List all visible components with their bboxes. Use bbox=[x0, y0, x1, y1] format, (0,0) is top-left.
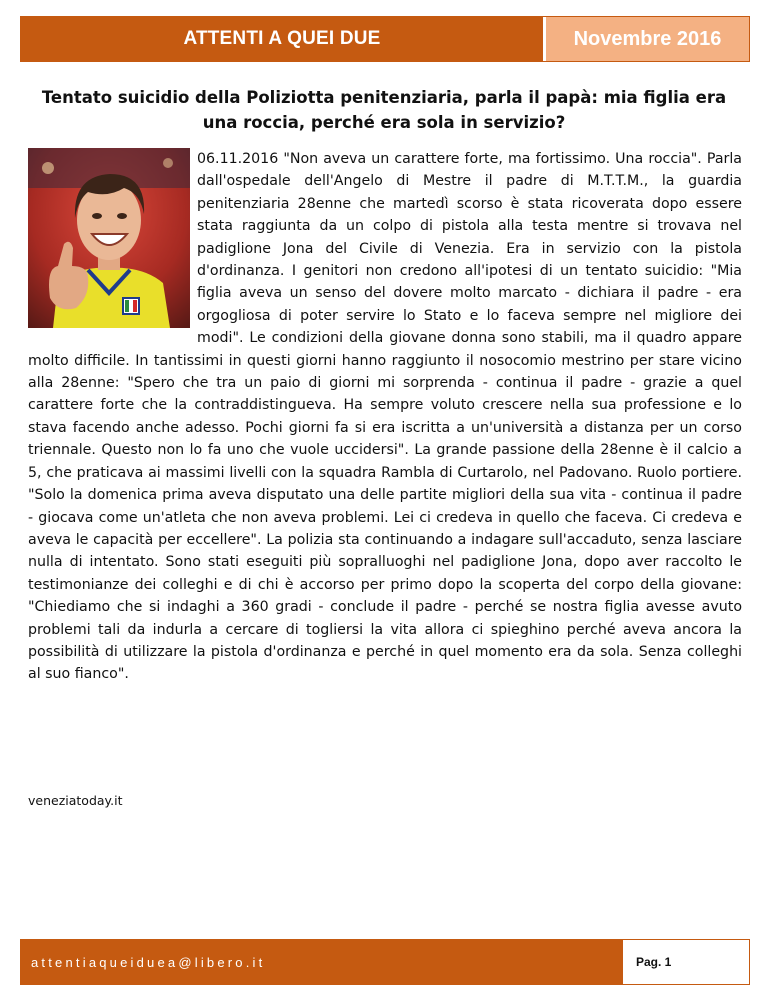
newsletter-title: ATTENTI A QUEI DUE bbox=[21, 17, 543, 61]
photo-wrap-spacer bbox=[28, 148, 197, 328]
issue-date: Novembre 2016 bbox=[543, 17, 749, 61]
article-source: veneziatoday.it bbox=[28, 793, 123, 808]
page-header bbox=[20, 16, 750, 62]
article-body: 06.11.2016 "Non aveva un carattere forte, ma fortissimo. Una roccia". Parla dall'ospedale dell'Angelo di Mestre il padre di M.T.T.M., la guardia penitenziaria 28enne che martedì scorso è stata ricoverata dopo essere stata raggiunta da un colpo di pistola alla testa mentre si trovava nel padiglione Jona del Civile di Venezia. Era in servizio con la pistola d'ordinanza. I genitori non credono all'ipotesi di un tentato suicidio: "Mia figlia aveva un senso del dovere molto marcato - dichiara il padre - era orgogliosa di poter servire lo Stato e lo faceva sempre nel migliore dei modi". Le condizioni della giovane donna sono stabili, ma il quadro appare molto difficile. In tantissimi in questi giorni hanno raggiunto il nosocomio mestrino per stare vicino alla 28enne: "Spero che tra un paio di giorni mi sorprenda - continua il padre - grazie a quel carattere forte che la contraddistingueva. Ha sempre voluto crescere nella sua professione e lo stava facendo anche adesso. Pochi giorni fa si era iscritta a un'università a distanza per un corso triennale. Questo non lo fa uno che vuole uccidersi". La grande passione della 28enne è il calcio a 5, che praticava ai massimi livelli con la squadra Rambla di Curtarolo, nel Padovano. Ruolo portiere. "Solo la domenica prima aveva disputato una delle partite migliori della sua vita - continua il padre - giocava come un'atleta che non aveva problemi. Lei ci credeva in quello che faceva. Ci credeva e aveva le capacità per eccellere". La polizia sta continuando a indagare sull'accaduto, senza lasciare nulla di intentato. Sono stati eseguiti più sopralluoghi nel padiglione Jona, dopo aver raccolto le testimonianze dei colleghi e di chi è accorso per primo dopo la scoperta del corpo della giovane: "Chiediamo che si indaghi a 360 gradi - conclude il padre - perché se nostra figlia avesse avuto problemi tali da indurla a cercare di togliersi la vita allora ci spieghino perché aveva ancora la possibilità di utilizzare la pistola d'ordinanza e perché in quel momento era da sola. Senza colleghi al suo fianco". bbox=[28, 151, 742, 683]
page-footer bbox=[20, 939, 750, 985]
article-text bbox=[28, 148, 742, 686]
article-headline: Tentato suicidio della Poliziotta penitenziaria, parla il papà: mia figlia era una roccia, perché era sola in servizio? bbox=[41, 88, 727, 132]
page-number: Pag. 1 bbox=[623, 940, 749, 984]
contact-email[interactable]: attentiaqueiduea@libero.it bbox=[21, 940, 619, 984]
